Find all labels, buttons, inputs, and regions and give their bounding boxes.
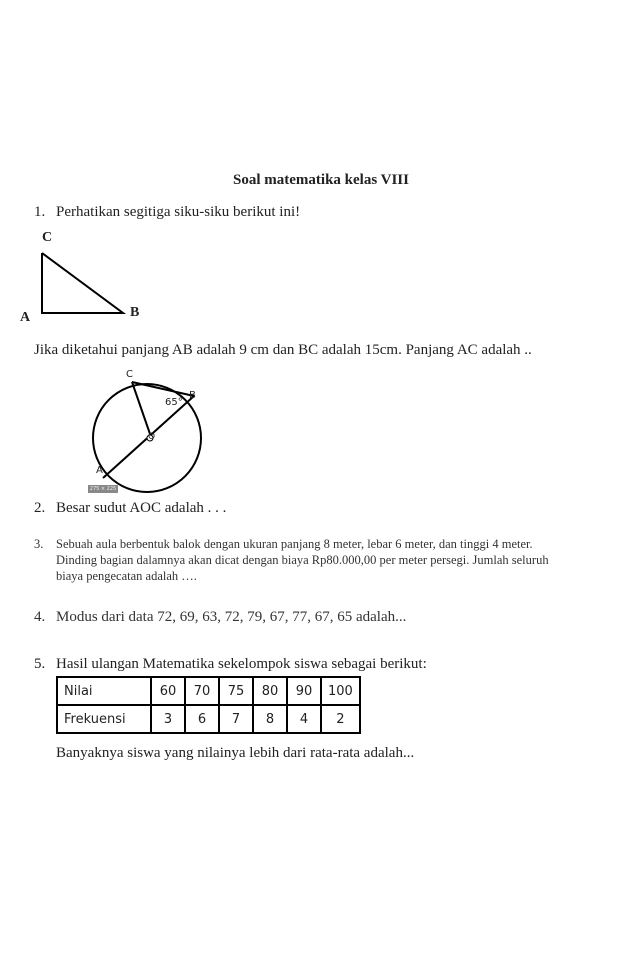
table-cell: 80 — [253, 677, 287, 705]
triangle-label-a: A — [20, 310, 31, 325]
table-row-frekuensi — [57, 705, 360, 733]
q1-text: Perhatikan segitiga siku-siku berikut ini! — [56, 204, 301, 220]
q4-text: Modus dari data 72, 69, 63, 72, 79, 67, 77, 67, 65 adalah... — [56, 609, 407, 625]
table-cell: 4 — [287, 705, 321, 733]
q1-number: 1. — [34, 204, 46, 220]
table-cell: 2 — [321, 705, 360, 733]
circle-figure — [85, 368, 210, 493]
table-cell: 6 — [185, 705, 219, 733]
circle-label-c: C — [126, 369, 133, 380]
table-cell: 8 — [253, 705, 287, 733]
circle-label-o: O — [148, 432, 156, 442]
q3-number: 3. — [34, 537, 44, 551]
q2-number: 2. — [34, 500, 46, 516]
q2-text: Besar sudut AOC adalah . . . — [56, 500, 227, 516]
image-size-tag: 275 × 225 — [89, 486, 117, 492]
table-cell: 100 — [321, 677, 360, 705]
triangle-label-b: B — [130, 305, 140, 320]
q3-line2: Dinding bagian dalamnya akan dicat dengan biaya Rp80.000,00 per meter persegi. Jumlah seluruh — [56, 553, 549, 567]
q5-number: 5. — [34, 656, 46, 672]
table-header-nilai: Nilai — [57, 677, 151, 705]
table-row-nilai — [57, 677, 360, 705]
q1-followup: Jika diketahui panjang AB adalah 9 cm dan BC adalah 15cm. Panjang AC adalah .. — [34, 342, 532, 358]
page-title: Soal matematika kelas VIII — [233, 172, 409, 188]
q3-line1: Sebuah aula berbentuk balok dengan ukuran panjang 8 meter, lebar 6 meter, dan tinggi 4 meter. — [56, 537, 533, 551]
angle-label: 65° — [165, 397, 183, 408]
table-cell: 7 — [219, 705, 253, 733]
circle-label-a: A — [96, 465, 103, 476]
table-cell: 90 — [287, 677, 321, 705]
triangle-label-c: C — [42, 230, 53, 245]
frequency-table — [56, 676, 361, 734]
table-header-frekuensi: Frekuensi — [57, 705, 151, 733]
q4-number: 4. — [34, 609, 46, 625]
table-cell: 60 — [151, 677, 185, 705]
table-cell: 70 — [185, 677, 219, 705]
q5-text: Hasil ulangan Matematika sekelompok siswa sebagai berikut: — [56, 656, 427, 672]
table-cell: 3 — [151, 705, 185, 733]
q3-line3: biaya pengecatan adalah …. — [56, 569, 197, 583]
circle-label-b: B — [189, 390, 196, 401]
q5-followup: Banyaknya siswa yang nilainya lebih dari rata-rata adalah... — [56, 745, 415, 761]
table-cell: 75 — [219, 677, 253, 705]
